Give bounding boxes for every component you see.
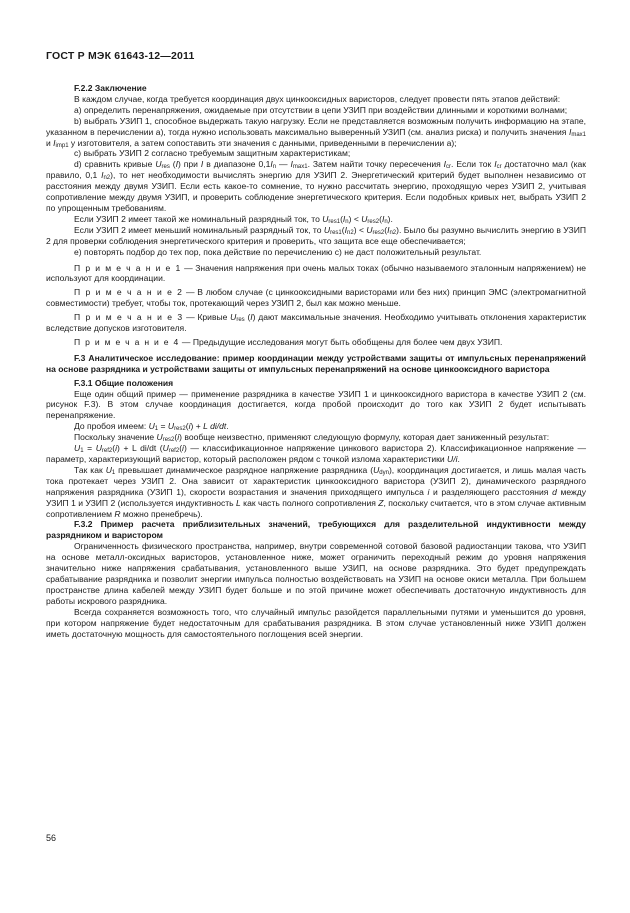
standard-header: ГОСТ Р МЭК 61643-12—2011: [46, 50, 195, 62]
paragraph: $U_1 = U_{ref2}(i) + L$ di/dt ($U_{ref2}(i)$ — классификационное напряжение цинкового варистора 2). Классификационное напряжение — параметр, характеризующий варистор, который расположен рядом с точкой излома характеристики U/i.: [46, 443, 586, 464]
paragraph: В каждом случае, когда требуется координация двух цинкооксидных варисторов, следует провести пять этапов действий:: [74, 93, 561, 104]
list-item-b: b) выбрать УЗИП 1, способное выдержать такую нагрузку. Если не представляется возможным получить информацию на этапе, указанном в перечислении а), тогда нужно использовать максимально выверенный УЗИП (см. анализ риска) и получить значения $I_{max1}$ и $I_{imp1}$ у изготовителя, а затем сопоставить эти значения с данными, приведенными в перечислении а);: [46, 115, 586, 149]
paragraph: Ограниченность физического пространства, например, внутри современной сотовой базовой радиостанции такова, что УЗИП на основе металл-оксидных варисторов, установленное ниже, может ограничить переходный режим до уровня напряжения значительно ниже напряжения срабатывания, установленного выше УЗИП, на основе разрядника. Это будет предупреждать срабатывание разрядника и позволит энергии импульса полностью воздействовать на УЗИП на основе окиси металла. При большем пространстве длина кабелей между УЗИП будет больше и по этой причине может обеспечивать достаточную индуктивность для работы искрового разрядника.: [46, 541, 586, 606]
note-1: П р и м е ч а н и е 1 — Значения напряжения при очень малых токах (обычно называемого эталонным напряжением) не используют для координации.: [46, 262, 586, 284]
paragraph: Поскольку значение $U_{res2}(i)$ вообще неизвестно, применяют следующую формулу, которая дает заниженный результат:: [74, 432, 550, 444]
list-item-e: е) повторять подбор до тех пор, пока действие по перечислению с) не даст положительный результат.: [74, 246, 482, 257]
paragraph: Так как $U_1$ превышает динамическое разрядное напряжение разрядника $(U_{dyn})$, координация достигается, и лишь малая часть тока протекает через УЗИП 2. Она зависит от характеристик цинкооксидного варистора (УЗИП 2), динамического разрядного напряжения разрядника (УЗИП 1), скорости возрастания и значения приходящего импульса i и разделяющего расстояния d между УЗИП 1 и УЗИП 2 (используется индуктивность L как часть полного сопротивления Z, поскольку считается, что в этом случае активным сопротивлением R можно пренебречь).: [46, 464, 587, 519]
formula-line: До пробоя имеем: $U_1 = U_{res2}(i) + L$ di/dt.: [74, 421, 229, 433]
document-body: [46, 83, 586, 639]
section-heading-f22: F.2.2 Заключение: [74, 83, 147, 93]
note-4: П р и м е ч а н и е 4 — Предыдущие исследования могут быть обобщены для более чем двух УЗИП.: [74, 336, 503, 347]
list-item-d: d) сравнить кривые $U_{res}$ (I) при I в диапазоне $0,1I_n$ — $I_{max1}$. Затем найти точку пересечения $I_{cr}$. Если ток $I_{cr}$ достаточно мал (как правило, 0,1 $I_{n2}$), то нет необходимости вычислять энергию для УЗИП 2. Энергетический критерий будет выполнен независимо от расстояния между двумя УЗИП. Если есть какое-то сомнение, то нужно рассчитать энергию, проходящую через УЗИП 2, учитывая сопротивление между двумя УЗИП, и проверить соблюдение энергетического критерия. Если подобных кривых нет, выбрать УЗИП 2 по упрощенным требованиям.: [46, 159, 586, 213]
section-heading-f3: F.3 Аналитическое исследование: пример координации между устройствами защиты от импульсных перенапряжений на основе разрядника и устройствами защиты от импульсных перенапряжений на основе цинкооксидного варистора: [46, 352, 586, 374]
section-heading-f31: F.3.1 Общие положения: [74, 377, 174, 388]
note-3: П р и м е ч а н и е 3 — Кривые $U_{res}$ (I) дают максимальные значения. Необходимо учитывать отклонения характеристик вследствие допусков изготовителя.: [46, 312, 586, 334]
list-item-a: а) определить перенапряжения, ожидаемые при отсутствии в цепи УЗИП при воздействии длинными и короткими волнами;: [74, 104, 568, 115]
section-heading-f32: F.3.2 Пример расчета приблизительных значений, требующихся для разделительной индуктивности между разрядником и варистором: [46, 519, 586, 541]
note-2: П р и м е ч а н и е 2 — В любом случае (с цинкооксидными варисторами или без них) принцип ЭМС (электромагнитной совместимости) требует, чтобы ток, протекающий через УЗИП 2, был как можно меньше.: [46, 287, 586, 309]
page-number: 56: [46, 833, 57, 843]
paragraph: Если УЗИП 2 имеет меньший номинальный разрядный ток, то $U_{res1}(I_{n2}) < U_{res2}(I_{n2})$. Было бы разумно вычислить энергию в УЗИП 2 для проверки соблюдения энергетического критерия и проверить, что защита все еще обеспечивается;: [46, 224, 587, 246]
paragraph: Еще один общий пример — применение разрядника в качестве УЗИП 1 и цинкооксидного варистора в качестве УЗИП 2 (см. рисунок F.3). В этом случае координация достигается, когда пробой происходит до того как УЗИП 2 будет испытывать перенапряжение.: [46, 388, 586, 421]
paragraph: Если УЗИП 2 имеет такой же номинальный разрядный ток, то $U_{res1}(I_n) < U_{res2}(I_n)$.: [74, 213, 393, 225]
list-item-c: с) выбрать УЗИП 2 согласно требуемым защитным характеристикам;: [74, 148, 351, 159]
paragraph: Всегда сохраняется возможность того, что случайный импульс разойдется параллельными путями и уменьшится до уровня, при котором напряжение будет недостаточным для срабатывания разрядника. В этом случае установленный ниже УЗИП должен иметь достаточную мощность для самостоятельного поглощения всей энергии.: [46, 606, 586, 639]
